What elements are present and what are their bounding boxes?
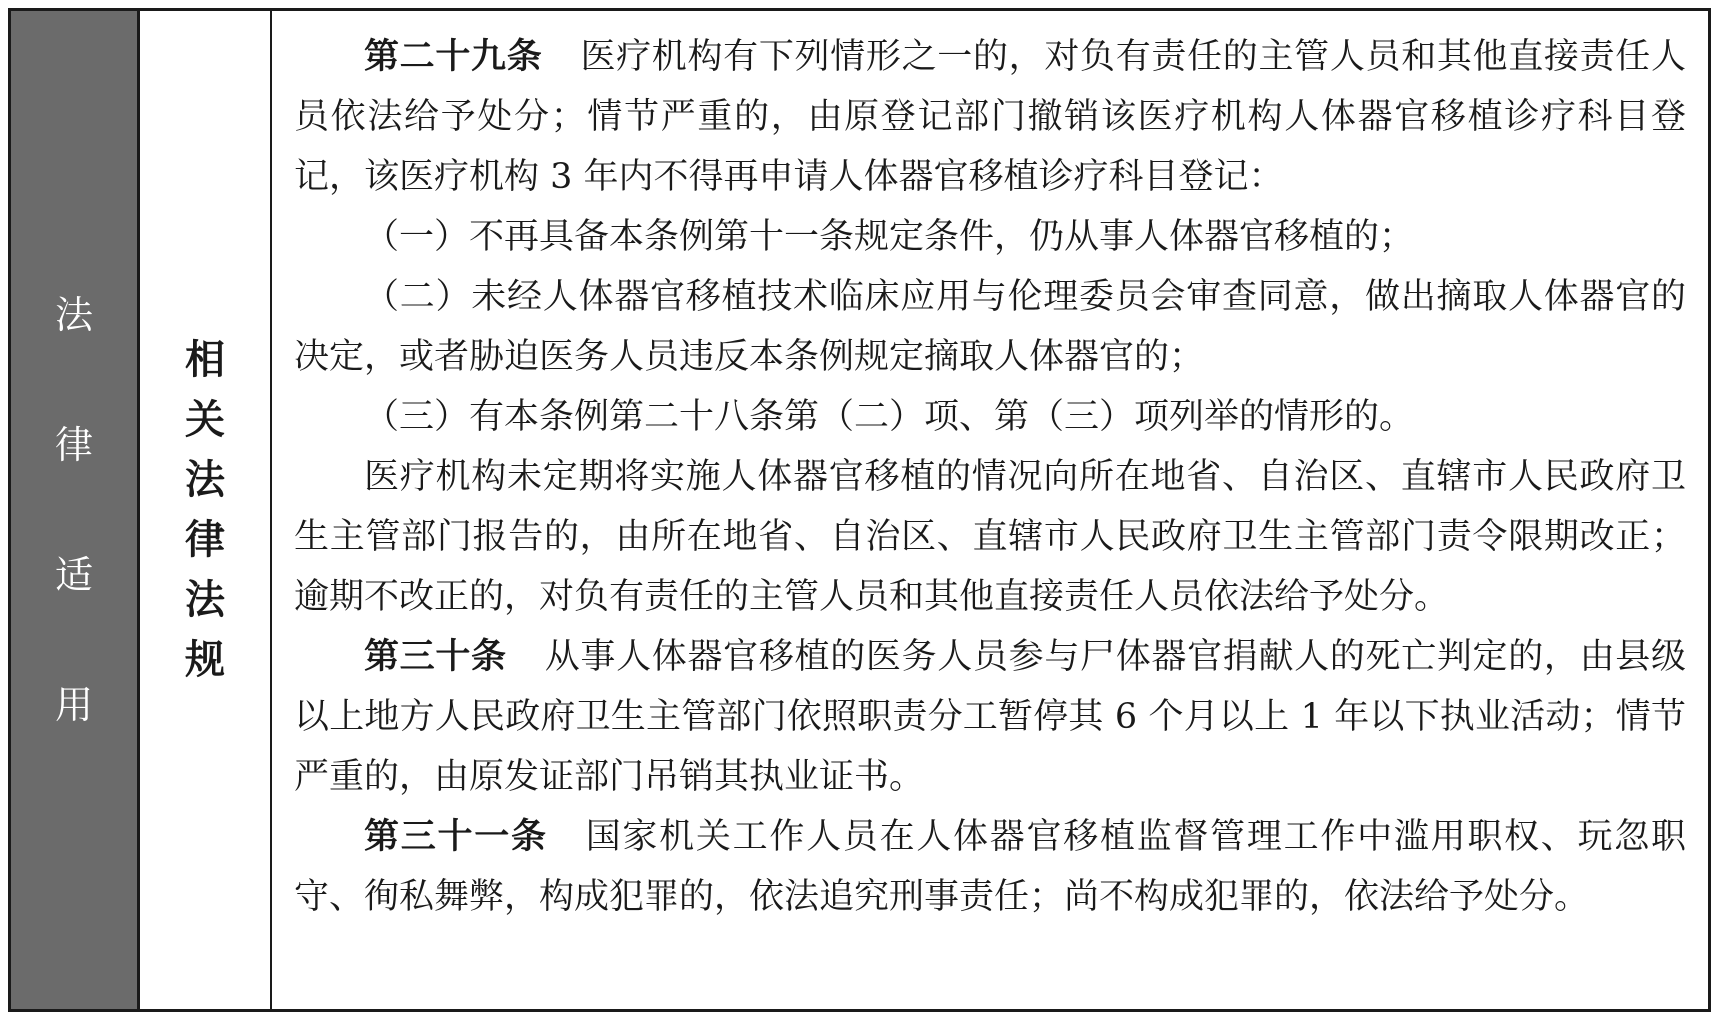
item-1-paragraph (294, 207, 1686, 267)
article-29-paragraph (294, 27, 1686, 207)
paragraph-text: 从事人体器官移植的医务人员参与尸体器官捐献人的死亡判定的，由县级以上地方人民政府卫生主管部门依照职责分工暂停其 6 个月以上 1 年以下执业活动；情节严重的，由原发证部门吊销其执业证书。 (294, 637, 1686, 797)
subcategory-char: 相 (185, 337, 225, 383)
paragraph-text: （三）有本条例第二十八条第（二）项、第（三）项列举的情形的。 (364, 397, 1415, 437)
article-heading: 第二十九条 (364, 37, 543, 77)
paragraph-text: 国家机关工作人员在人体器官移植监督管理工作中滥用职权、玩忽职守、徇私舞弊，构成犯罪的，依法追究刑事责任；尚不构成犯罪的，依法给予处分。 (294, 817, 1686, 917)
paragraph-text: （一）不再具备本条例第十一条规定条件，仍从事人体器官移植的； (364, 217, 1415, 257)
article-31-paragraph (294, 807, 1686, 927)
subcategory-char: 法 (185, 457, 225, 503)
article-heading: 第三十一条 (364, 817, 548, 857)
subcategory-char: 关 (185, 397, 225, 443)
subcategory-label (185, 330, 225, 690)
paragraph-text: （二）未经人体器官移植技术临床应用与伦理委员会审查同意，做出摘取人体器官的决定，或者胁迫医务人员违反本条例规定摘取人体器官的； (294, 277, 1686, 377)
subcategory-char: 律 (185, 517, 225, 563)
category-char: 法 (54, 293, 93, 337)
item-2-paragraph (294, 267, 1686, 387)
content-column (272, 11, 1708, 1009)
category-char: 适 (54, 553, 93, 597)
report-paragraph (294, 447, 1686, 627)
paragraph-text: 医疗机构未定期将实施人体器官移植的情况向所在地省、自治区、直辖市人民政府卫生主管部门报告的，由所在地省、自治区、直辖市人民政府卫生主管部门责令限期改正；逾期不改正的，对负有责任的主管人员和其他直接责任人员依法给予处分。 (294, 457, 1686, 617)
subcategory-char: 法 (185, 577, 225, 623)
category-char: 律 (54, 423, 93, 467)
category-column (11, 11, 140, 1009)
article-30-paragraph (294, 627, 1686, 807)
subcategory-char: 规 (185, 637, 225, 683)
item-3-paragraph (294, 387, 1686, 447)
subcategory-column (140, 11, 272, 1009)
category-char: 用 (54, 683, 93, 727)
law-table (8, 8, 1711, 1012)
category-label (55, 250, 93, 770)
article-heading: 第三十条 (364, 637, 507, 677)
paragraph-text: 医疗机构有下列情形之一的，对负有责任的主管人员和其他直接责任人员依法给予处分；情节严重的，由原登记部门撤销该医疗机构人体器官移植诊疗科目登记，该医疗机构 3 年内不得再申请人体器官移植诊疗科目登记： (294, 37, 1686, 197)
